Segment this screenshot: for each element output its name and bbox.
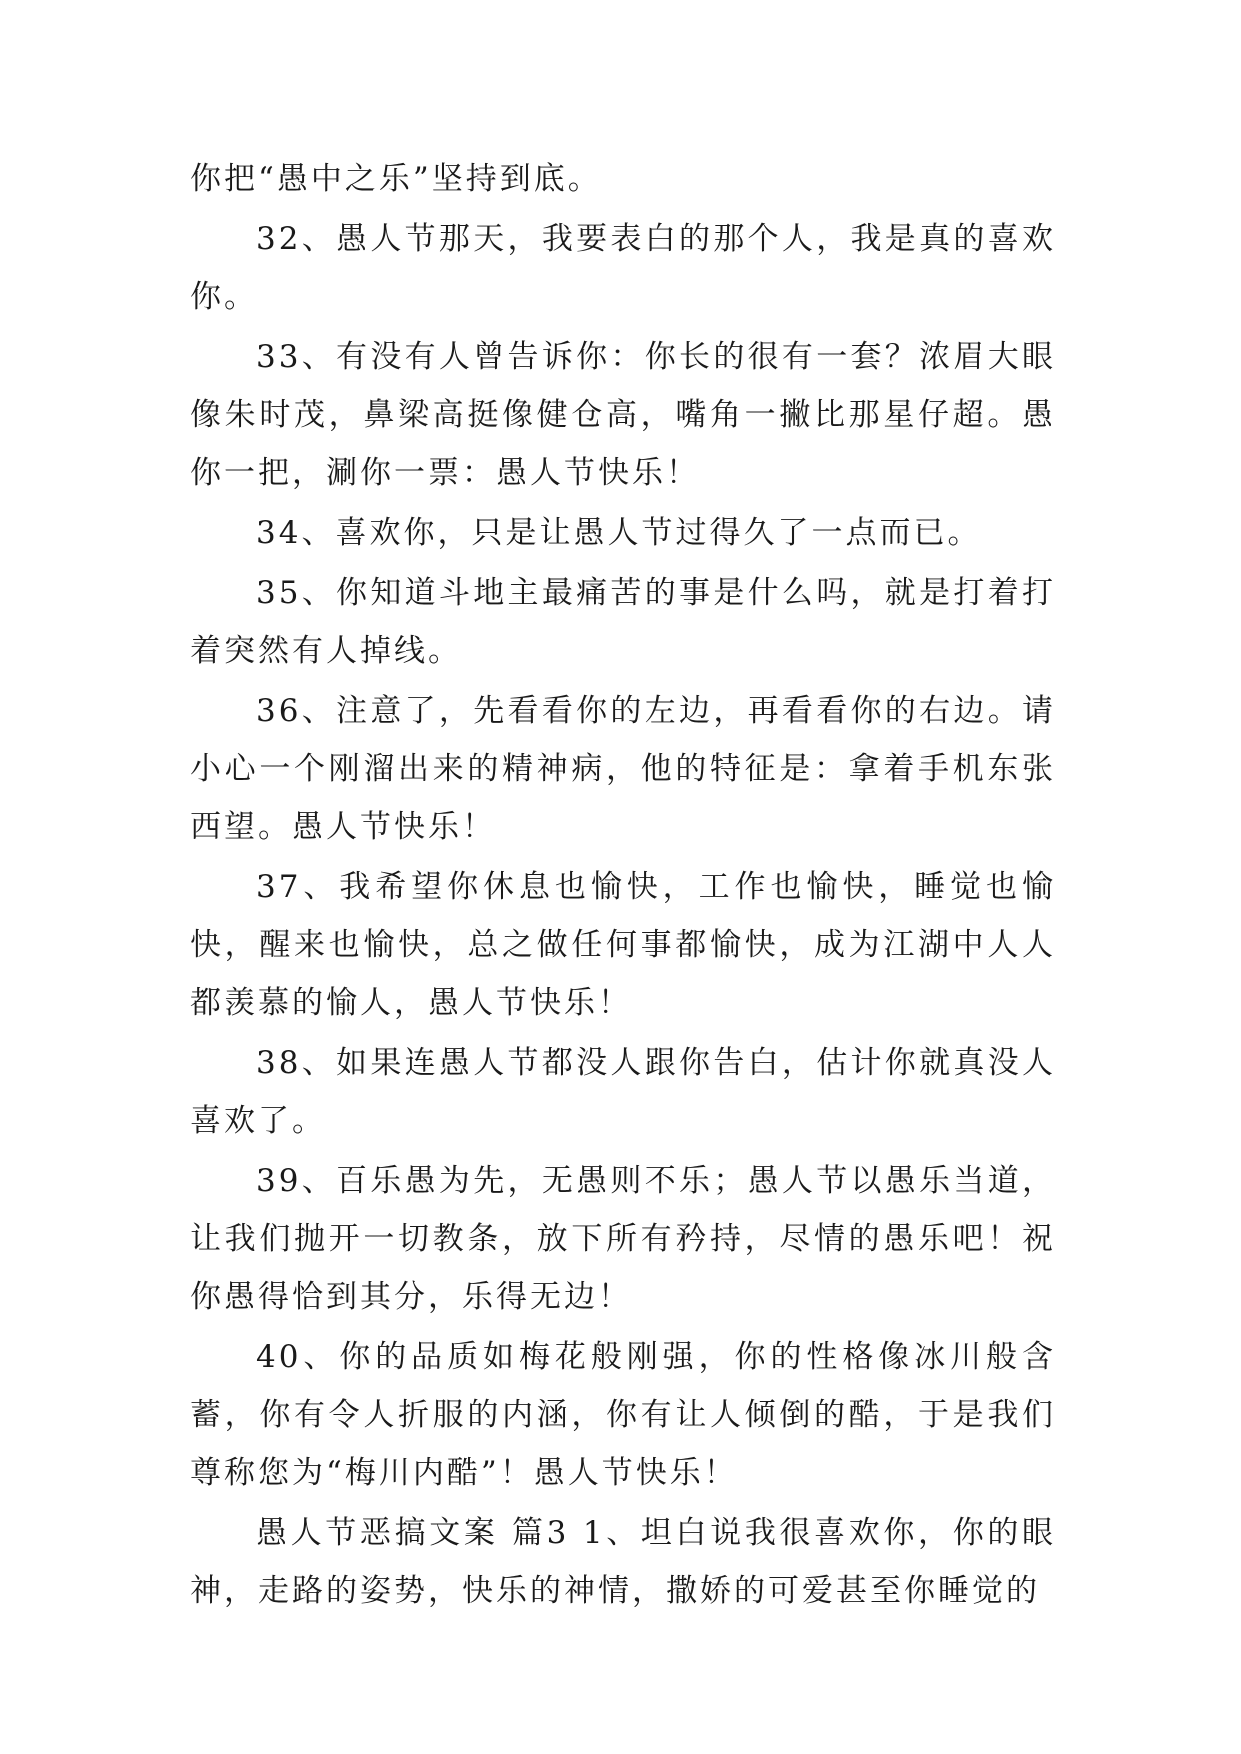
paragraph-9: 39、百乐愚为先，无愚则不乐；愚人节以愚乐当道，让我们抛开一切教条，放下所有矜持，尽情的愚乐吧！祝你愚得恰到其分，乐得无边！ bbox=[190, 1163, 1056, 1315]
paragraph-5: 35、你知道斗地主最痛苦的事是什么吗，就是打着打着突然有人掉线。 bbox=[190, 575, 1056, 669]
paragraph-11: 愚人节恶搞文案 篇3 1、坦白说我很喜欢你，你的眼神，走路的姿势，快乐的神情，撒娇的可爱甚至你睡觉的 bbox=[190, 1515, 1056, 1609]
paragraph-2: 32、愚人节那天，我要表白的那个人，我是真的喜欢你。 bbox=[190, 221, 1056, 315]
paragraph-6: 36、注意了，先看看你的左边，再看看你的右边。请小心一个刚溜出来的精神病，他的特征是：拿着手机东张西望。愚人节快乐！ bbox=[190, 693, 1056, 845]
paragraph-4: 34、喜欢你，只是让愚人节过得久了一点而已。 bbox=[256, 515, 982, 551]
paragraph-7: 37、我希望你休息也愉快，工作也愉快，睡觉也愉快，醒来也愉快，总之做任何事都愉快，成为江湖中人人都羡慕的愉人，愚人节快乐！ bbox=[190, 869, 1056, 1021]
document-body bbox=[190, 150, 1056, 1622]
paragraph-10: 40、你的品质如梅花般刚强，你的性格像冰川般含蓄，你有令人折服的内涵，你有让人倾倒的酷，于是我们尊称您为“梅川内酷”！愚人节快乐！ bbox=[190, 1339, 1056, 1491]
paragraph-1: 你把“愚中之乐”坚持到底。 bbox=[190, 161, 602, 197]
paragraph-8: 38、如果连愚人节都没人跟你告白，估计你就真没人喜欢了。 bbox=[190, 1045, 1056, 1139]
paragraph-3: 33、有没有人曾告诉你：你长的很有一套？浓眉大眼像朱时茂，鼻梁高挺像健仓高，嘴角一撇比那星仔超。愚你一把，涮你一票：愚人节快乐！ bbox=[190, 339, 1056, 491]
